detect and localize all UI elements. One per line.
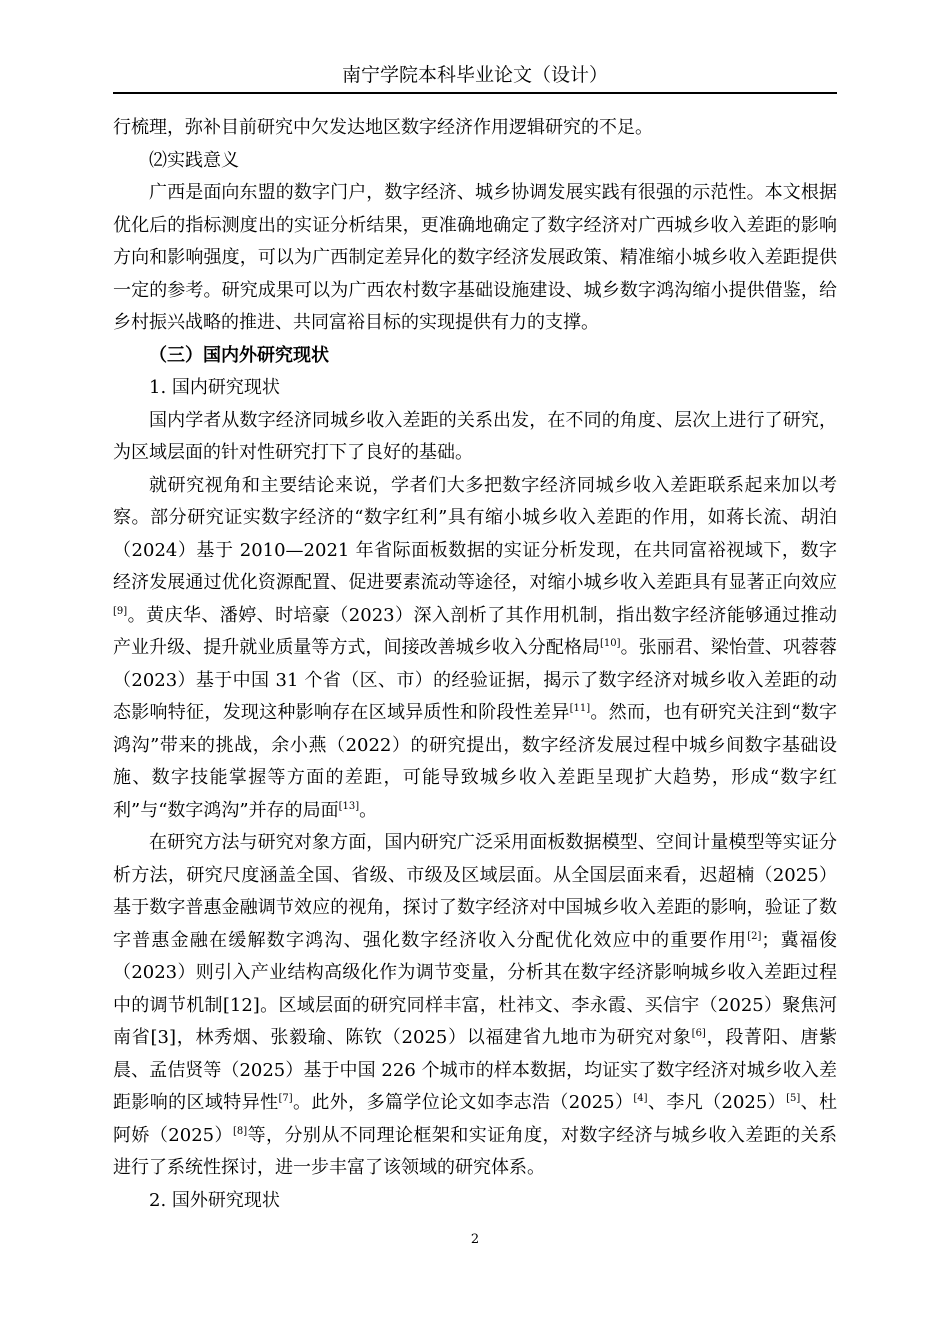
text-segment: 等，分别从不同理论框架和实证角度，对数字经济与城乡收入差距的关系进行了系统性探讨，进一步丰富了该领域的研究体系。 <box>113 1124 838 1178</box>
subheading-domestic-research: 1. 国内研究现状 <box>149 377 280 398</box>
citation-ref: [6] <box>691 1028 706 1039</box>
text-segment: 。张丽君、梁怡萱、巩蓉蓉（2023）基于中国 31 个省（区、市）的经验证据，揭示了数字经济对城乡收入差距的动态影响特征，发现这种影响存在区域异质性和阶段性差异 <box>113 637 837 723</box>
citation-ref: [7] <box>278 1093 293 1104</box>
citation-ref: [8] <box>232 1125 248 1137</box>
citation-ref: [4] <box>633 1093 648 1104</box>
text-segment: 在研究方法与研究对象方面，国内研究广泛采用面板数据模型、空间计量模型等实证分析方法，研究尺度涵盖全国、省级、市级及区域层面。从全国层面来看，迟超楠（2025）基于数字普惠金融调节效应的视角，探讨了数字经济对中国城乡收入差距的影响，验证了数字普惠金融在缓解数字鸿沟、强化数字经济收入分配优化效应中的重要作用 <box>113 832 837 951</box>
document-body <box>113 112 837 1217</box>
header-title: 南宁学院本科毕业论文（设计） <box>341 64 608 86</box>
text-segment: 。然而，也有研究关注到“数字鸿沟”带来的挑战，余小燕（2022）的研究提出，数字经济发展过程中城乡间数字基础设施、数字技能掌握等方面的差距，可能导致城乡收入差距呈现扩大趋势，形成“数字红利”与“数字鸿沟”并存的局面 <box>113 702 837 821</box>
text-segment: 就研究视角和主要结论来说，学者们大多把数字经济同城乡收入差距联系起来加以考察。部分研究证实数字经济的“数字红利”具有缩小城乡收入差距的作用，如蒋长流、胡泊（2024）基于 2010—2021 年省际面板数据的实证分析发现，在共同富裕视域下，数字经济发展通过优化资源配置、促进要素流动等途径，对缩小城乡收入差距具有显著正向效应 <box>113 474 837 593</box>
page-header <box>113 60 837 94</box>
text-segment: 、杜阿娇（2025） <box>113 1092 838 1146</box>
text-segment: 。此外，多篇学位论文如李志浩（2025） <box>292 1092 634 1113</box>
page-number: 2 <box>470 1232 480 1247</box>
text-segment: ；冀福俊（2023）则引入产业结构高级化作为调节变量，分析其在数字经济影响城乡收入差距过程中的调节机制[12]。区域层面的研究同样丰富，杜祎文、李永霞、买信宇（2025）聚焦河南省[3]，林秀烟、张毅瑜、陈钦（2025）以福建省九地市为研究对象 <box>113 929 838 1048</box>
section-heading-research-status: （三）国内外研究现状 <box>149 344 329 366</box>
paragraph-continuation: 行梳理，弥补目前研究中欠发达地区数字经济作用逻辑研究的不足。 <box>113 117 653 138</box>
subheading-practical-significance: ⑵实践意义 <box>149 149 239 171</box>
page-footer <box>113 1230 837 1250</box>
citation-ref: [2] <box>747 930 762 942</box>
paragraph-research-perspective <box>113 470 837 828</box>
subheading-foreign-research: 2. 国外研究现状 <box>149 1189 280 1211</box>
text-segment: 。 <box>359 799 378 821</box>
citation-ref: [5] <box>786 1093 801 1104</box>
text-segment: 。黄庆华、潘婷、时培豪（2023）深入剖析了其作用机制，指出数字经济能够通过推动产业升级、提升就业质量等方式，间接改善城乡收入分配格局 <box>113 604 837 658</box>
paragraph-practical-significance: 广西是面向东盟的数字门户，数字经济、城乡协调发展实践有很强的示范性。本文根据优化后的指标测度出的实证分析结果，更准确地确定了数字经济对广西城乡收入差距的影响方向和影响强度，可以为广西制定差异化的数字经济发展政策、精准缩小城乡收入差距提供一定的参考。研究成果可以为广西农村数字基础设施建设、城乡数字鸿沟缩小提供借鉴，给乡村振兴战略的推进、共同富裕目标的实现提供有力的支撑。 <box>113 182 837 333</box>
text-segment: 、李凡（2025） <box>647 1092 787 1113</box>
citation-ref: [13] <box>338 800 360 812</box>
citation-ref: [10] <box>600 638 621 649</box>
citation-ref: [11] <box>569 703 591 714</box>
paragraph-research-methods <box>113 827 837 1185</box>
citation-ref: [9] <box>113 605 128 617</box>
paragraph-domestic-intro: 国内学者从数字经济同城乡收入差距的关系出发，在不同的角度、层次上进行了研究，为区域层面的针对性研究打下了良好的基础。 <box>113 409 837 463</box>
text-segment: ，段菁阳、唐紫晨、孟佶贤等（2025）基于中国 226 个城市的样本数据，均证实了数字经济对城乡收入差距影响的区域特异性 <box>113 1027 837 1113</box>
